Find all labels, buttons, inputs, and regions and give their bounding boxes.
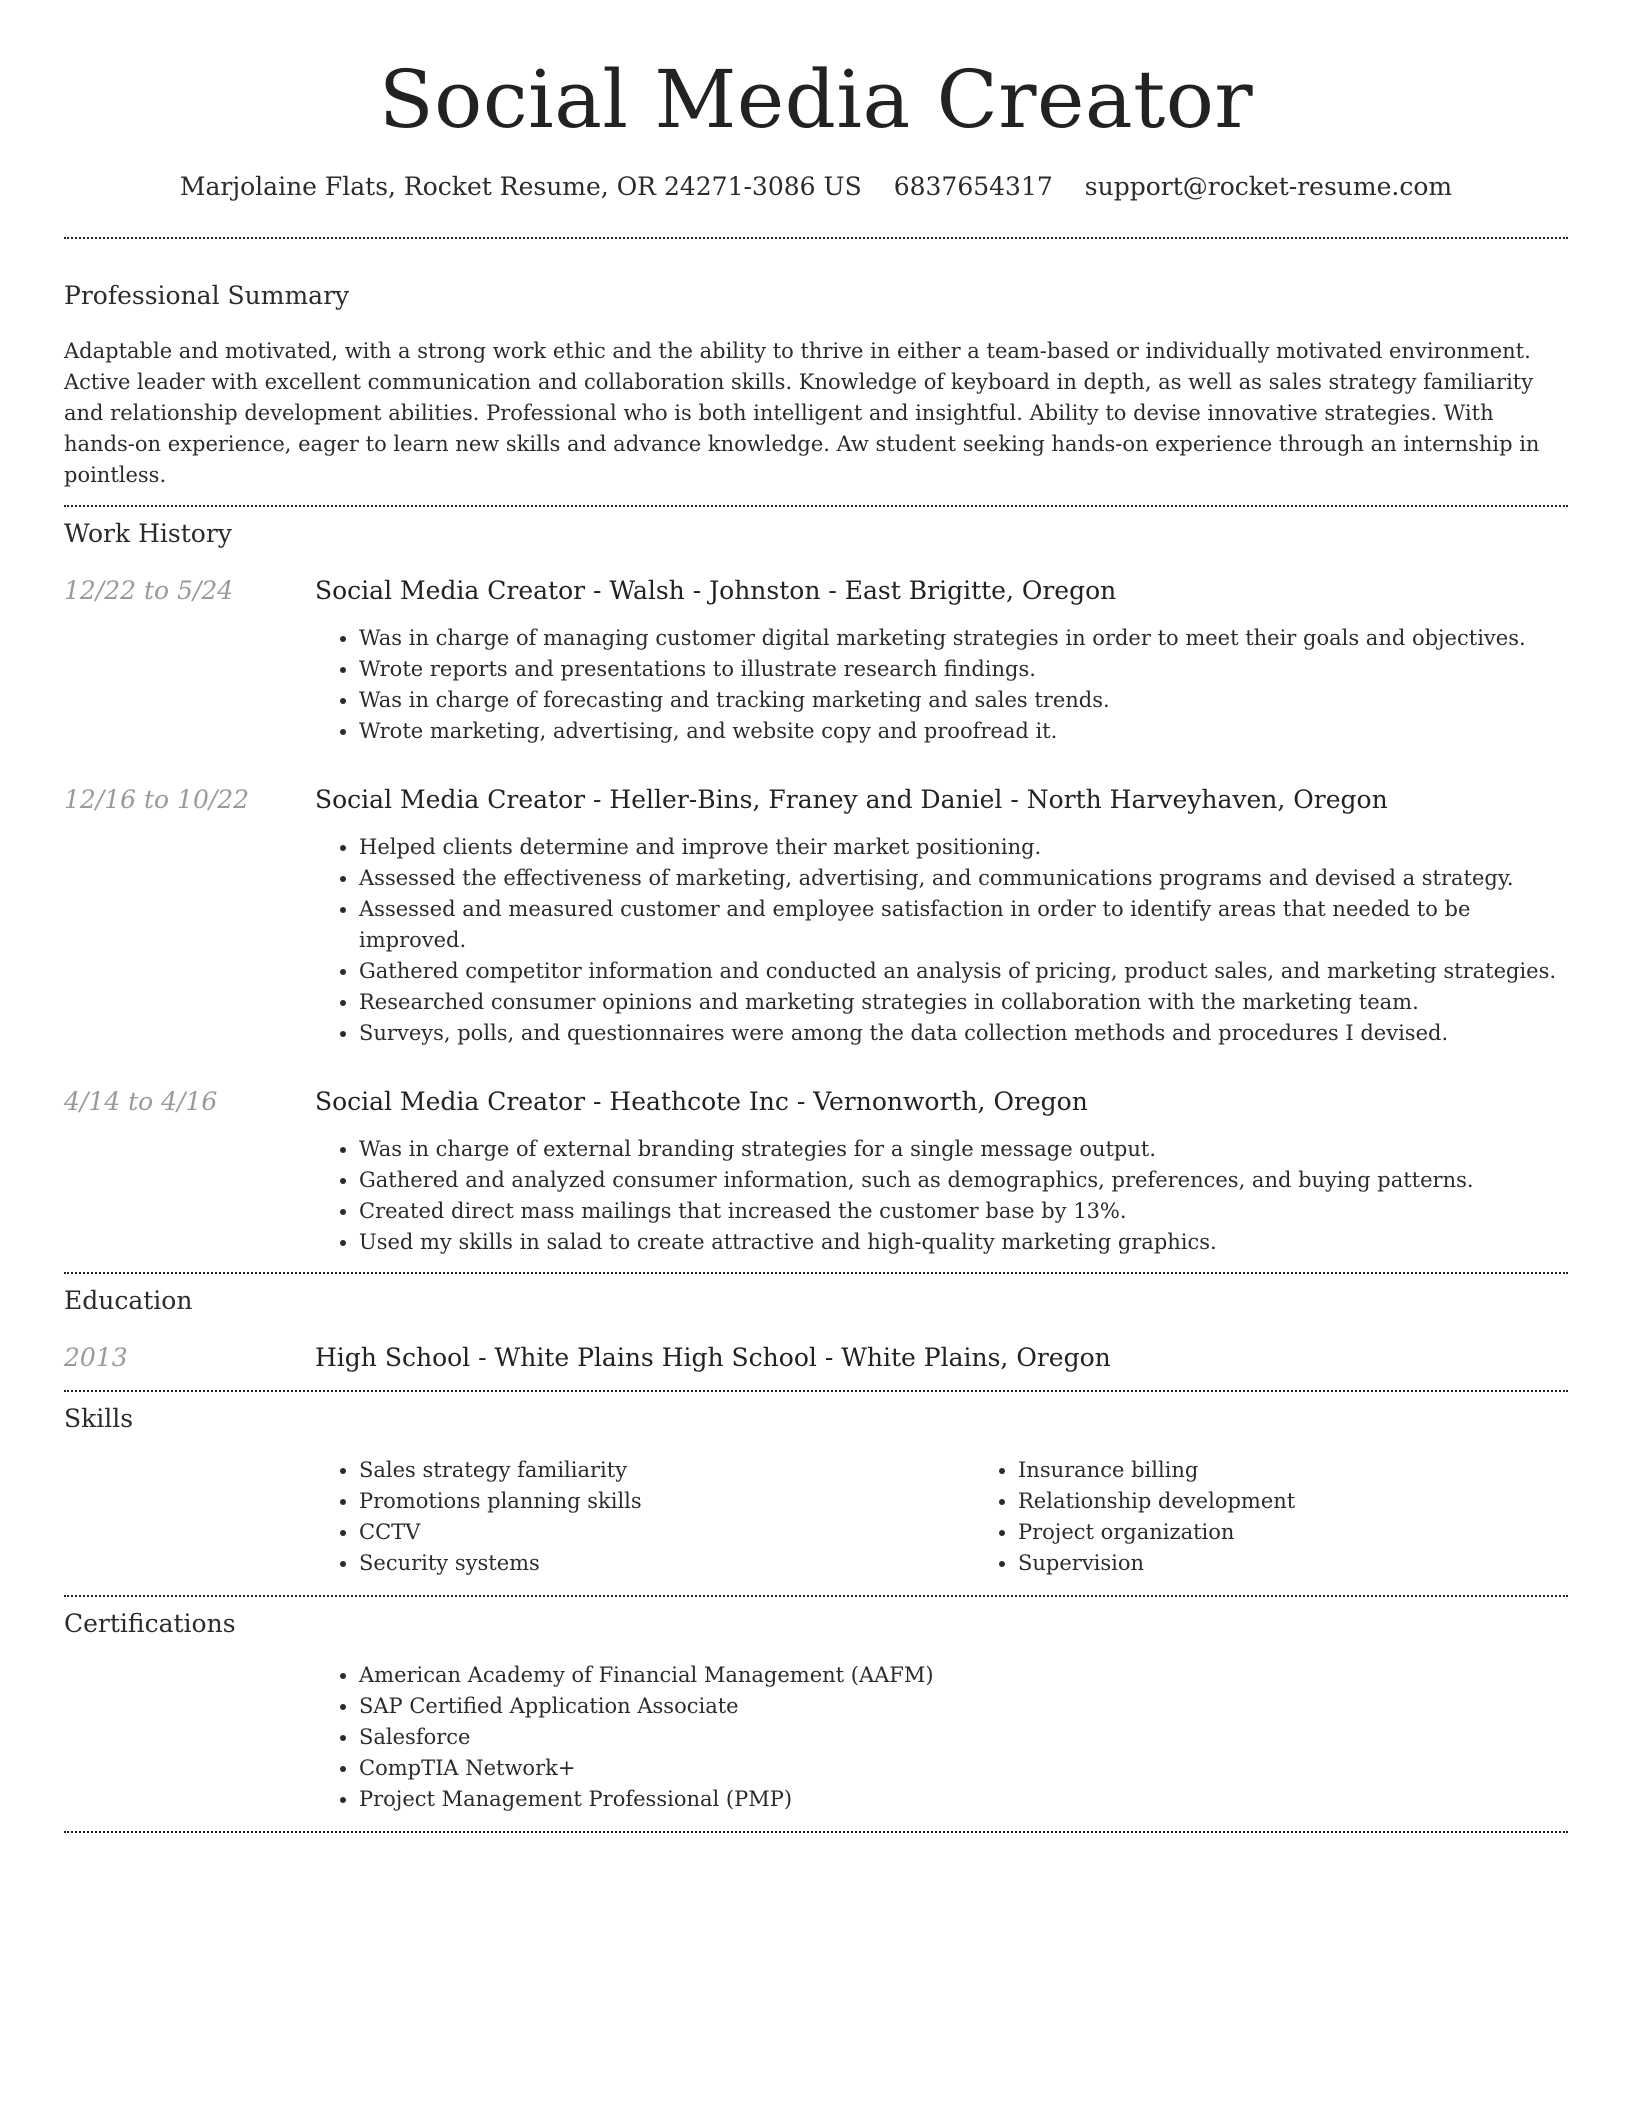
list-item: • Wrote marketing, advertising, and website copy and proofread it.: [359, 716, 1568, 747]
section-title-work: Work History: [64, 519, 232, 548]
list-item: • Researched consumer opinions and marketing strategies in collaboration with the marketing team.: [359, 987, 1568, 1018]
job-dates: 12/22 to 5/24: [64, 576, 234, 605]
divider: [64, 1831, 1568, 1833]
summary-text: Adaptable and motivated, with a strong work ethic and the ability to thrive in either a team-based or individually motivated environment. Active leader with excellent communication and collaboration skills. Knowledge of keyboard in depth, as well as sales strategy familiarity and relationship development abilities. Professional who is both intelligent and insightful. Ability to devise innovative strategies. With hands-on experience, eager to learn new skills and advance knowledge. Aw student seeking hands-on experience through an internship in pointless.: [64, 339, 1540, 487]
job-dates: 12/16 to 10/22: [64, 785, 250, 814]
section-title-certifications: Certifications: [64, 1609, 236, 1638]
list-item: • Helped clients determine and improve their market positioning.: [359, 832, 1568, 863]
job-bullets: [315, 623, 1568, 747]
list-item: • Was in charge of external branding strategies for a single message output.: [359, 1134, 1568, 1165]
list-item: • CompTIA Network+: [359, 1753, 1568, 1784]
certifications-section: [64, 1597, 1568, 1815]
list-item: • Salesforce: [359, 1722, 1568, 1753]
section-title-skills: Skills: [64, 1404, 134, 1433]
email-link[interactable]: support@rocket-resume.com: [1084, 172, 1453, 201]
list-item: • Gathered and analyzed consumer information, such as demographics, preferences, and buying patterns.: [359, 1165, 1568, 1196]
list-item: • CCTV: [359, 1517, 974, 1548]
list-item: • Sales strategy familiarity: [359, 1455, 974, 1486]
list-item: • SAP Certified Application Associate: [359, 1691, 1568, 1722]
section-title-summary: Professional Summary: [64, 281, 350, 310]
skills-grid: [315, 1455, 1568, 1579]
list-item: • Assessed the effectiveness of marketing, advertising, and communications programs and devised a strategy.: [359, 863, 1568, 894]
resume-title: Social Media Creator: [378, 53, 1254, 146]
education-entry: [64, 1343, 1568, 1372]
list-item: • Project Management Professional (PMP): [359, 1784, 1568, 1815]
list-item: • Assessed and measured customer and employee satisfaction in order to identify areas that needed to be improved.: [359, 894, 1568, 956]
job-bullets: [315, 1134, 1568, 1258]
list-item: • Insurance billing: [1018, 1455, 1295, 1486]
list-item: • Gathered competitor information and conducted an analysis of pricing, product sales, and marketing strategies.: [359, 956, 1568, 987]
list-item: • Promotions planning skills: [359, 1486, 974, 1517]
list-item: • Used my skills in salad to create attractive and high-quality marketing graphics.: [359, 1227, 1568, 1258]
list-item: • Wrote reports and presentations to illustrate research findings.: [359, 654, 1568, 685]
skills-list-left: [315, 1455, 974, 1579]
list-item: • Supervision: [1018, 1548, 1295, 1579]
phone-text: 6837654317: [893, 172, 1053, 201]
job-entry: [64, 785, 1568, 814]
address-text: Marjolaine Flats, Rocket Resume, OR 24271-3086 US: [179, 172, 862, 201]
list-item: • Relationship development: [1018, 1486, 1295, 1517]
education-section: [64, 1274, 1568, 1372]
skills-section: [64, 1392, 1568, 1579]
list-item: • Security systems: [359, 1548, 974, 1579]
list-item: • Surveys, polls, and questionnaires were among the data collection methods and procedures I devised.: [359, 1018, 1568, 1049]
list-item: • Was in charge of forecasting and tracking marketing and sales trends.: [359, 685, 1568, 716]
education-dates: 2013: [64, 1343, 128, 1372]
section-title-education: Education: [64, 1286, 193, 1315]
list-item: • Project organization: [1018, 1517, 1295, 1548]
skills-list-right: [974, 1455, 1295, 1579]
education-school: High School - White Plains High School - White Plains, Oregon: [315, 1343, 1111, 1372]
work-history-section: [64, 507, 1568, 1258]
job-entry: [64, 1087, 1568, 1116]
list-item: • Created direct mass mailings that increased the customer base by 13%.: [359, 1196, 1568, 1227]
job-role: Social Media Creator - Walsh - Johnston - East Brigitte, Oregon: [315, 576, 1117, 605]
job-role: Social Media Creator - Heller-Bins, Franey and Daniel - North Harveyhaven, Oregon: [315, 785, 1388, 814]
job-role: Social Media Creator - Heathcote Inc - Vernonworth, Oregon: [315, 1087, 1088, 1116]
certifications-list: [315, 1660, 1568, 1815]
list-item: • Was in charge of managing customer digital marketing strategies in order to meet their goals and objectives.: [359, 623, 1568, 654]
job-entry: [64, 576, 1568, 605]
job-bullets: [315, 832, 1568, 1049]
summary-section: [64, 239, 1568, 491]
contact-line: [64, 172, 1568, 201]
list-item: • American Academy of Financial Management (AAFM): [359, 1660, 1568, 1691]
job-dates: 4/14 to 4/16: [64, 1087, 218, 1116]
